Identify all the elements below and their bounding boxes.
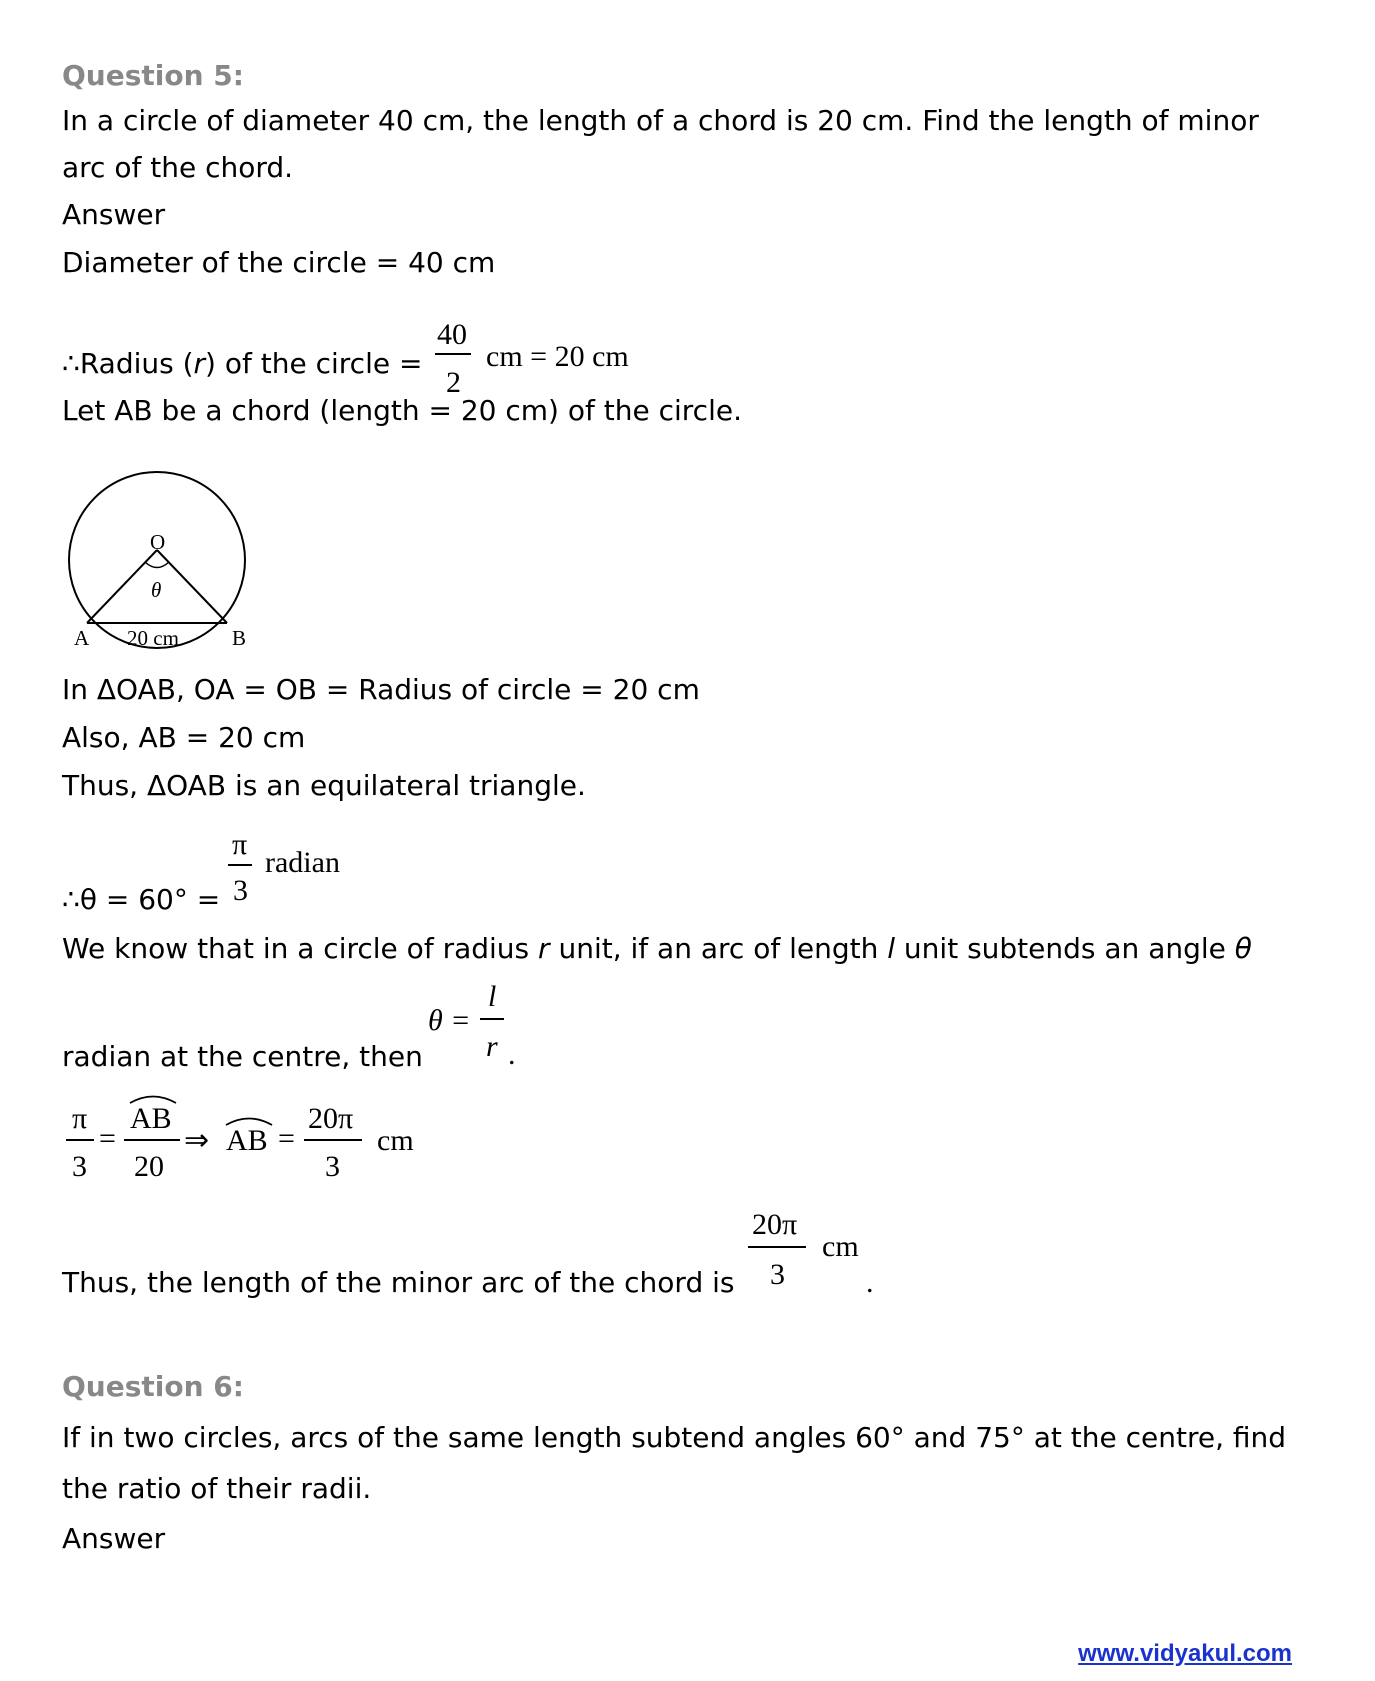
pi-fraction-bar [228, 864, 252, 866]
formula-fraction-bar [480, 1018, 504, 1020]
formula-statement-line: We know that in a circle of radius r unit, if an arc of length l unit subtends an angle θ [62, 932, 1252, 965]
eq-equals-1: = [99, 1122, 116, 1155]
label-a: A [74, 626, 90, 650]
formula-denominator-r: r [486, 1030, 498, 1063]
answer-label-2: Answer [62, 1522, 166, 1555]
formula-period: . [508, 1038, 516, 1071]
radius-result: cm = 20 cm [486, 340, 629, 373]
eq-ab-2: AB [226, 1124, 268, 1157]
triangle-line: In ΔOAB, OA = OB = Radius of circle = 20 cm [62, 673, 700, 706]
label-o: O [150, 530, 166, 554]
pi-numerator: π [232, 828, 248, 861]
eq-cm: cm [377, 1124, 414, 1157]
angle-arc [145, 562, 169, 568]
radius-fraction-bar [435, 353, 471, 355]
final-3-denominator: 3 [770, 1258, 785, 1291]
question-5-heading: Question 5: [62, 59, 244, 92]
chord-line: Let AB be a chord (length = 20 cm) of the circle. [62, 394, 742, 427]
ab-length-line: Also, AB = 20 cm [62, 721, 306, 754]
radius-ob [157, 550, 227, 623]
final-fraction-bar [748, 1246, 806, 1248]
question-5-text-line-1: In a circle of diameter 40 cm, the length of a chord is 20 cm. Find the length of minor [62, 104, 1259, 137]
question-6-text-line-1: If in two circles, arcs of the same length subtend angles 60° and 75° at the centre, find [62, 1421, 1287, 1454]
chord-length-label: 20 cm [127, 626, 179, 650]
label-theta: θ [151, 578, 162, 602]
final-period: . [866, 1266, 874, 1299]
question-6-heading: Question 6: [62, 1370, 244, 1403]
circle-diagram [62, 470, 262, 650]
theta-line: ∴θ = 60° = [62, 883, 221, 916]
footer-website-link[interactable]: www.vidyakul.com [1078, 1640, 1292, 1667]
formula-numerator-l: l [488, 980, 497, 1013]
eq-ab-numerator: AB [130, 1102, 172, 1135]
radius-oa [87, 550, 157, 623]
eq-3-denominator: 3 [325, 1150, 340, 1183]
final-20pi-numerator: 20π [752, 1208, 798, 1241]
eq-20-denominator: 20 [134, 1150, 164, 1183]
eq-ab-fraction-bar [124, 1139, 180, 1141]
centre-line: radian at the centre, then [62, 1040, 423, 1073]
formula-theta: θ = [428, 1004, 471, 1037]
answer-label: Answer [62, 198, 166, 231]
radius-line: ∴Radius (r) of the circle = [62, 347, 423, 380]
radius-fraction-numerator: 40 [437, 318, 467, 351]
eq-pi-fraction-bar [66, 1139, 94, 1141]
radius-fraction-denominator: 2 [446, 366, 461, 399]
final-cm: cm [822, 1230, 859, 1263]
eq-pi: π [72, 1102, 88, 1135]
pi-denominator: 3 [233, 874, 248, 907]
diameter-line: Diameter of the circle = 40 cm [62, 246, 496, 279]
question-5-text-line-2: arc of the chord. [62, 151, 294, 184]
equilateral-line: Thus, ΔOAB is an equilateral triangle. [62, 769, 586, 802]
circle-outline [69, 472, 245, 648]
eq-equals-2: = [278, 1122, 295, 1155]
eq-20pi-numerator: 20π [308, 1102, 354, 1135]
question-6-text-line-2: the ratio of their radii. [62, 1472, 372, 1505]
label-b: B [232, 626, 247, 650]
final-answer-line: Thus, the length of the minor arc of the chord is [62, 1266, 735, 1299]
radian-word: radian [265, 846, 340, 879]
eq-20pi-fraction-bar [304, 1139, 362, 1141]
eq-3: 3 [72, 1150, 87, 1183]
eq-implies-arrow: ⇒ [184, 1124, 210, 1157]
